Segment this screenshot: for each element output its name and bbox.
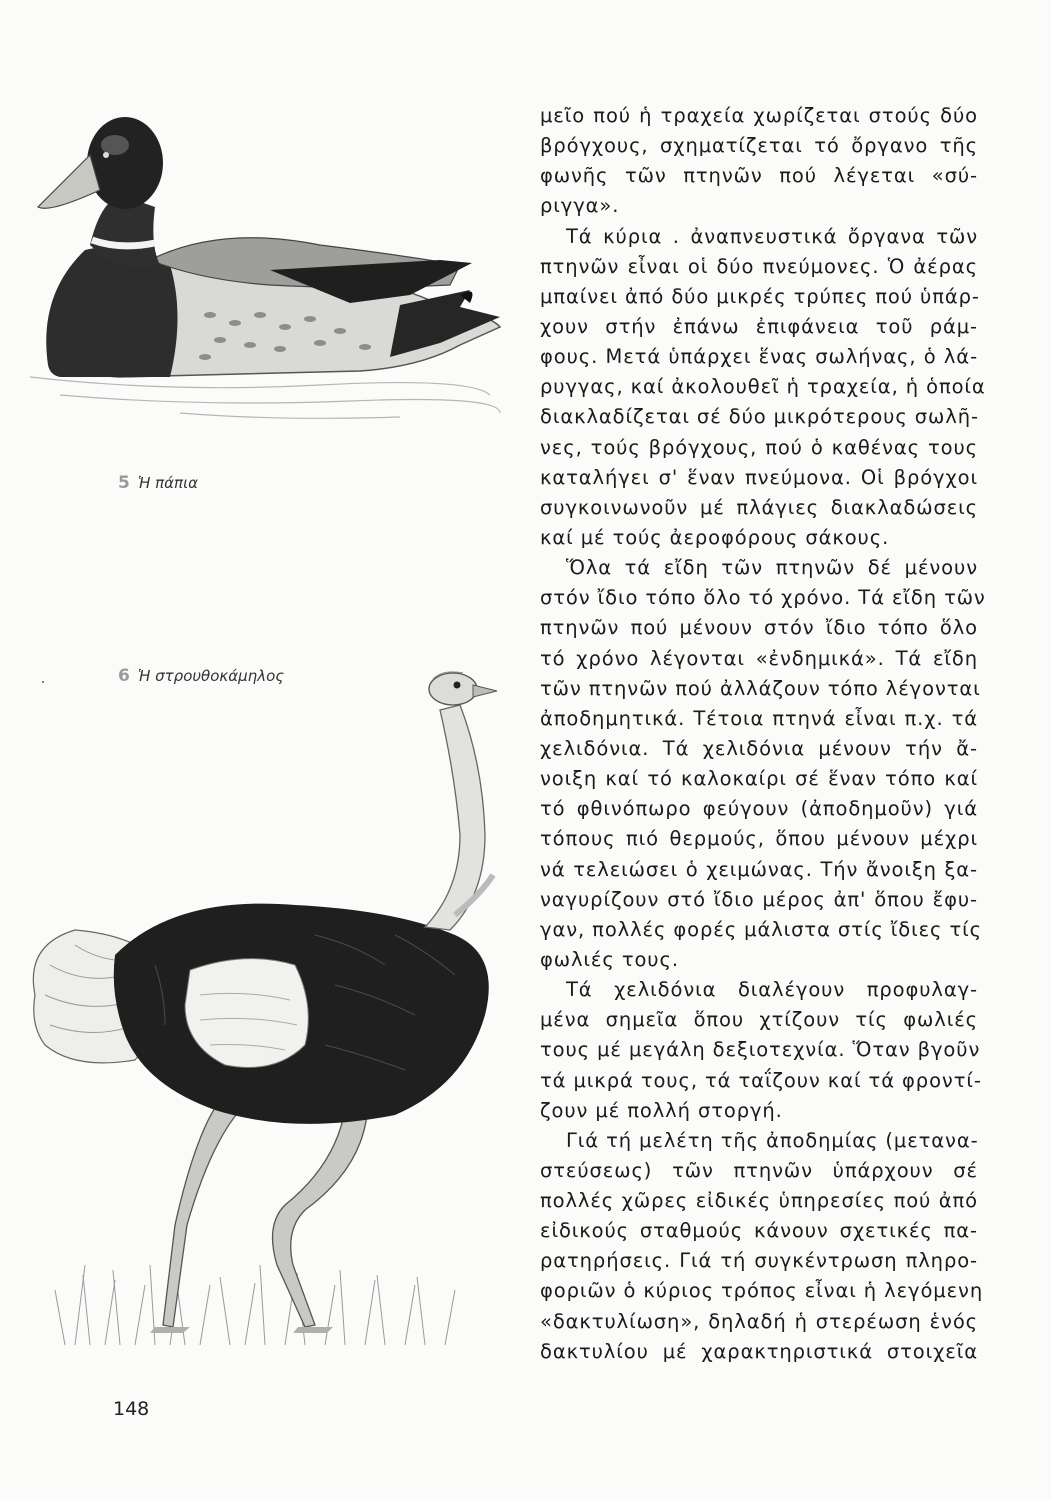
text-line: τό χρόνο λέγονται «ἐνδημικά». Τά εἴδη <box>540 646 978 670</box>
text-line: ζουν μέ πολλή στοργή. <box>540 1098 783 1122</box>
text-line: φωλιές τους. <box>540 947 679 971</box>
text-line: μεῖο πού ἡ τραχεία χωρίζεται στούς δύο <box>540 104 978 127</box>
text-line: τόπους πιό θερμούς, ὅπου μένουν μέχρι <box>540 827 978 851</box>
text-line: βρόγχους, σχηματίζεται τό ὄργανο τῆς <box>540 134 978 158</box>
text-line: τό φθινόπωρο φεύγουν (ἀποδημοῦν) γιά <box>540 797 978 821</box>
text-line: καί μέ τούς ἀεροφόρους σάκους. <box>540 525 890 549</box>
text-line: ρυγγας, καί ἀκολουθεῖ ἡ τραχεία, ἡ ὁποία <box>540 375 986 399</box>
text-line: μένα σημεῖα ὅπου χτίζουν τίς φωλιές <box>540 1008 978 1032</box>
text-line: Γιά τή μελέτη τῆς ἀποδημίας (μετανα- <box>566 1128 979 1152</box>
text-line: Τά κύρια . ἀναπνευστικά ὄργανα τῶν <box>566 224 978 248</box>
text-line: δακτυλίου μέ χαρακτηριστικά στοιχεῖα <box>540 1339 978 1363</box>
text-line: Τά χελιδόνια διαλέγουν προφυλαγ- <box>566 978 978 1002</box>
text-line: φωνῆς τῶν πτηνῶν πού λέγεται «σύ- <box>540 164 978 188</box>
text-line: φους. Μετά ὑπάρχει ἕνας σωλήνας, ὁ λά- <box>540 345 978 369</box>
caption-text: Ἡ πάπια <box>137 474 199 492</box>
text-line: τά μικρά τους, τά ταΐζουν καί τά φροντί- <box>540 1068 982 1092</box>
text-line: φοριῶν ὁ κύριος τρόπος εἶναι ἡ λεγόμενη <box>540 1279 984 1303</box>
caption-text: Ἡ στρουθοκάμηλος <box>137 667 285 685</box>
text-line: στεύσεως) τῶν πτηνῶν ὑπάρχουν σέ <box>540 1158 978 1182</box>
body-text-column <box>540 101 986 1367</box>
text-line: στόν ἴδιο τόπο ὅλο τό χρόνο. Τά εἴδη τῶν <box>540 586 986 610</box>
text-line: πτηνῶν πού μένουν στόν ἴδιο τόπο ὅλο <box>540 616 978 640</box>
text-line: ριγγα». <box>540 194 620 218</box>
text-line: ναγυρίζουν στό ἴδιο μέρος ἀπ' ὅπου ἔφυ- <box>540 887 978 911</box>
text-line: καταλήγει σ' ἕναν πνεύμονα. Οἱ βρόγχοι <box>540 465 978 489</box>
ostrich-illustration <box>15 665 515 1365</box>
text-line: συγκοινωνοῦν μέ πλάγιες διακλαδώσεις <box>540 495 978 519</box>
text-line: νες, τούς βρόγχους, πού ὁ καθένας τους <box>540 435 978 459</box>
figure-number: 6 <box>118 666 130 686</box>
duck-illustration <box>20 95 520 425</box>
text-line: νοιξη καί τό καλοκαίρι σέ ἕναν τόπο καί <box>540 767 978 791</box>
figure-number: 5 <box>118 473 130 493</box>
text-line: νά τελειώσει ὁ χειμώνας. Τήν ἄνοιξη ξα- <box>540 857 978 881</box>
text-line: Ὅλα τά εἴδη τῶν πτηνῶν δέ μένουν <box>566 556 978 580</box>
text-line: διακλαδίζεται σέ δύο μικρότερους σωλῆ- <box>540 405 979 429</box>
text-line: χελιδόνια. Τά χελιδόνια μένουν τήν ἄ- <box>540 736 978 760</box>
text-line: εἰδικούς σταθμούς κάνουν σχετικές πα- <box>540 1219 978 1243</box>
text-line: τους μέ μεγάλη δεξιοτεχνία. Ὅταν βγοῦν <box>540 1038 981 1062</box>
grass <box>55 1265 455 1345</box>
text-line: ἀποδημητικά. Τέτοια πτηνά εἶναι π.χ. τά <box>540 706 978 730</box>
page-number: 148 <box>113 1398 150 1420</box>
text-line: ρατηρήσεις. Γιά τή συγκέντρωση πληρο- <box>540 1249 978 1273</box>
text-line: χουν στήν ἐπάνω ἐπιφάνεια τοῦ ράμ- <box>540 314 978 338</box>
text-line: τῶν πτηνῶν πού ἀλλάζουν τόπο λέγονται <box>540 676 981 700</box>
text-line: «δακτυλίωση», δηλαδή ἡ στερέωση ἑνός <box>540 1309 978 1333</box>
text-line: πτηνῶν εἶναι οἱ δύο πνεύμονες. Ὁ ἀέρας <box>540 254 978 278</box>
duck-caption <box>118 473 198 493</box>
text-line: γαν, πολλές φορές μάλιστα στίς ἴδιες τίς <box>540 917 982 941</box>
water-ripples <box>30 377 500 418</box>
text-line: μπαίνει ἀπό δύο μικρές τρύπες πού ὑπάρ- <box>540 284 980 308</box>
text-line: πολλές χῶρες εἰδικές ὑπηρεσίες πού ἀπό <box>540 1189 978 1213</box>
